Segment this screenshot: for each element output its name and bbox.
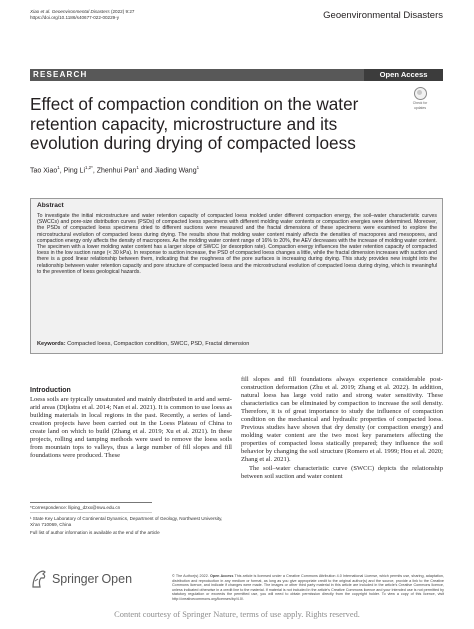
footnote-divider-2: [30, 512, 152, 513]
running-header-citation: [30, 9, 134, 21]
journal-name: Geoenvironmental Disasters: [323, 10, 443, 21]
open-access-badge: Open Access: [364, 69, 443, 81]
author-affiliation-ref: 1,2*: [85, 165, 93, 170]
keywords-label: Keywords:: [37, 341, 66, 347]
license-lead: © The Author(s) 2022.: [172, 574, 210, 578]
author-affiliation-ref: 1: [196, 165, 200, 170]
correspondence-email[interactable]: *Correspondence: lliping_dzxx@nwu.edu.cn: [30, 505, 121, 510]
author-info-note: Full list of author information is available at the end of the article: [30, 530, 160, 535]
author-name[interactable]: Ping Li: [63, 167, 85, 175]
introduction-paragraph-2: The soil–water characteristic curve (SWCC) depicts the relationship between soil suction and water content: [241, 464, 443, 480]
body-column-left: [30, 386, 232, 460]
springer-horse-icon: [30, 569, 48, 589]
publisher-open: Open: [101, 572, 133, 586]
section-label: RESEARCH: [33, 70, 88, 79]
introduction-heading: Introduction: [30, 387, 71, 394]
body-column-right: [241, 376, 443, 481]
citation-journal: Xiao et al. Geoenvironmental Disasters: [30, 9, 110, 14]
introduction-paragraph-1: Loess soils are typically unsaturated and mainly distributed in arid and semi-arid areas (Dijkstra et al. 2014; Nan et al. 2021). It is common to use loess as building materials in local regions in the past. Recently, a series of land-creation projects have been carried out in the Loess Plateau of China to create land on which to build (Zhang et al. 2019; Xu et al. 2021). In these projects, rolling and tamping methods were used to remove the loess soils from mountain tops to valleys, thus a large number of fill slopes and fill foundations were produced. These: [30, 396, 232, 460]
keywords: [37, 341, 437, 348]
springer-open-logo: [30, 567, 170, 591]
courtesy-watermark: Content courtesy of Springer Nature, terms of use apply. Rights reserved.: [114, 610, 360, 619]
keywords-text: Compacted loess, Compaction condition, SWCC, PSD, Fractal dimension: [67, 341, 250, 347]
introduction-paragraph-1-continued: fill slopes and fill foundations always experience considerable post-construction deformation (Zhu et al. 2019; Zhang et al. 2022). In addition, natural loess has large void ratio and strong water sensitivity. These characteristics can be eliminated by compaction to increase the soil density. Therefore, it is of great importance to study the influence of compaction condition on the mechanical and hydraulic properties of compacted loess. Previous studies have shown that dry density (or compaction energy) and molding water content are the two most key parameters affecting the properties of compacted loess statically prepared; they influence the soil behavior by changing the soil structure (Romero et al. 1999; Hou et al. 2020; Zhang et al. 2021).: [241, 376, 443, 464]
abstract-heading: Abstract: [37, 202, 64, 209]
author-separator: and: [138, 167, 155, 175]
article-title: Effect of compaction condition on the water retention capacity, microstructure and its evolution during drying of compacted loess: [30, 94, 359, 154]
license-statement: [172, 574, 444, 602]
author-separator: ,: [92, 167, 97, 175]
check-for-updates-line1: Check for: [412, 101, 428, 105]
check-for-updates-badge[interactable]: [405, 87, 435, 115]
author-name[interactable]: Jiading Wang: [154, 167, 197, 175]
author-name[interactable]: Tao Xiao: [30, 167, 58, 175]
publisher-name: Springer: [52, 572, 99, 586]
author-affiliation-ref: 1: [57, 165, 60, 170]
license-open-access: Open Access: [209, 574, 234, 578]
author-separator: ,: [59, 167, 64, 175]
affiliation-note: ¹ State Key Laboratory of Continental Dynamics, Department of Geology, Northwest University, Xi'an 710069, China: [30, 516, 223, 527]
check-for-updates-icon: [414, 87, 427, 100]
abstract-text: To investigate the initial microstructure and water retention capacity of compacted loess molded under different compaction energy, the soil–water characteristic curves (SWCCs) and pore-size distribution curves (PSDs) of compacted loess specimens with different molding water contents or compaction energies were determined. Moreover, the PSDs of compacted loess specimens dried to different suctions were measured and the fractal dimensions of these specimens were examined to explore the microstructural evolution of compacted loess during drying. The results show that molding water content mainly affects the densities of macropores and mesopores, and compaction energy only affects the density of macropores. As the molding water content range of 16% to 20%, the AEV decreases with the increase of molding water content. The specimen with a lower molding water content has a larger slope of SWCC (or desorption rate). Compaction energy influences the water retention capacity of compacted loess in the low suction range (< 30 kPa). In response to suction increase, the PSD of compacted loess changes a little, while the fractal dimension increases with suction and there is a good linear relationship between them, indicating that the roughness of the pore surfaces is increasing during drying. This study provides new insight into the relationship between water retention capacity and pore structure of compacted loess and the microstructural evolution of compacted loess during drying, which is meaningful to the prevention of loess geological hazards.: [37, 213, 437, 275]
author-name[interactable]: Zhenhui Pan: [96, 167, 137, 175]
citation-year-volume: (2022) 9:27: [110, 9, 135, 14]
author-affiliation-ref: 1: [136, 165, 139, 170]
check-for-updates-line2: updates: [413, 106, 427, 110]
license-text: This article is licensed under a Creative Commons Attribution 4.0 International License, which permits use, sharing, adaptation, distribution and reproduction in any medium or format, as long as you give appropriate credit to the original author(s) and the source, provide a link to the Creative Commons licence, and indicate if changes were made. The images or other third party material in this article are included in the article's Creative Commons licence, unless indicated otherwise in a credit line to the material. If material is not included in the article's Creative Commons licence and your intended use is not permitted by statutory regulation or exceeds the permitted use, you will need to obtain permission directly from the copyright holder. To view a copy of this licence, visit http://creativecommons.org/licenses/by/4.0/.: [172, 574, 444, 601]
author-list: [30, 165, 199, 174]
footnote-divider: [30, 502, 152, 503]
doi-link[interactable]: https://doi.org/10.1186/s40677-022-00229-y: [30, 15, 120, 21]
